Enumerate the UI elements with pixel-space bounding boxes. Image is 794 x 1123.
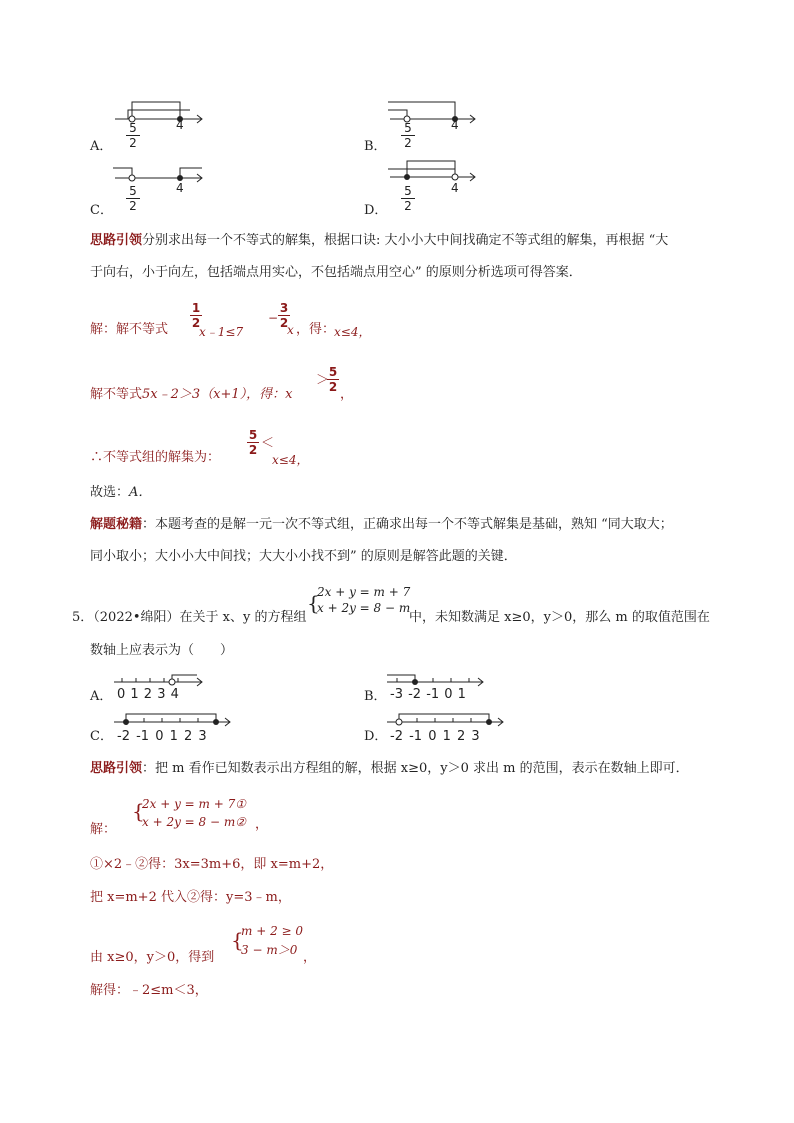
q5-option-a-ticks: 0 1 2 3 4 [117,687,179,702]
q4-hint-line1: 思路引领分别求出每一个不等式的解集，根据口诀: 大小小大中间找确定不等式组的解集，再根据 “大 [90,233,669,248]
q5-suffix: 中，未知数满足 x≥0，y＞0，那么 m 的取值范围在 [409,610,710,625]
q5-sol-jie: 解： [90,822,117,837]
option-c-frac: 5 2 [126,185,140,212]
q4-answer-line: 故选：A． [90,485,152,500]
q4-sol-frac-5-2-a: 5 2 [328,365,338,394]
q5-sol-step1: ①×2﹣②得：3x=3m+6，即 x=m+2， [90,857,334,872]
option-a-frac: 5 2 [126,122,140,149]
q5-sol-eq1: 2x + y = m + 7① [142,797,247,811]
q5-sol-comma2: ， [303,950,317,965]
q5-option-d-ticks: -2 -1 0 1 2 3 [390,729,480,744]
q4-sol-expr1: x﹣1≤7 [199,325,244,339]
q5-option-c-ticks: -2 -1 0 1 2 3 [117,729,207,744]
option-b-tick-4: 4 [451,118,459,132]
q5-sol-comma: ， [255,817,269,832]
q4-secret-line1: 解题秘籍：本题考查的是解一元一次不等式组，正确求出每一个不等式解集是基础，熟知 “同大取大； [90,517,673,532]
q5-sol-step2: 把 x=m+2 代入②得：y=3﹣m， [90,890,291,905]
option-a-tick-4: 4 [176,118,184,132]
q5-option-c-line [112,711,232,731]
q5-prefix: 5．（2022•绵阳）在关于 x、y 的方程组 [72,610,307,625]
option-b-frac: 5 2 [401,122,415,149]
option-d-frac: 5 2 [401,185,415,212]
q5-hint-tag: 思路引领 [90,761,143,776]
option-d-number-line [385,155,485,215]
q5-line2: 数轴上应表示为（ ） [90,643,234,658]
secret-tag: 解题秘籍 [90,517,143,532]
q5-option-b-label: B． [364,689,387,704]
q5-option-b-ticks: -3 -2 -1 0 1 [390,687,466,702]
option-b-label: B． [364,139,387,154]
option-c-tick-4: 4 [176,181,184,195]
q4-sol-frac-5-2-b: 5 2 [248,428,258,457]
q5-sol-eq2: x + 2y = 8 − m② [142,815,247,829]
q4-sol-neg: − [268,311,279,325]
q5-option-d-label: D． [364,729,388,744]
q5-option-c-label: C． [90,729,113,744]
q4-sol-gt: ＞ [316,373,330,388]
option-a-label: A． [90,139,113,154]
q5-eq1: 2x + y = m + 7 [317,585,411,599]
q5-sol-line4: 由 x≥0，y＞0，得到 [90,950,215,965]
q4-sol-lt: ＜ [261,436,275,451]
q5-sol-cond1: m + 2 ≥ 0 [241,924,304,938]
q5-option-a-label: A． [90,689,113,704]
q4-hint-line2: 于向右，小于向左，包括端点用实心，不包括端点用空心” 的原则分析选项可得答案． [90,265,582,280]
q4-sol-line1-label: 解：解不等式 [90,322,169,337]
q5-sol-result: 解得：﹣2≤m＜3， [90,983,208,998]
option-a-number-line [110,97,210,157]
option-d-tick-4: 4 [451,181,459,195]
q4-secret-line2: 同小取小；大小小大中间找；大大小小找不到” 的原则是解答此题的关键． [90,549,517,564]
q5-sol-brace2: { [231,928,244,952]
option-c-number-line [110,160,210,220]
q5-option-d-line [385,711,505,731]
q4-sol-frac-1-2: 1 2 [191,301,201,330]
hint-tag: 思路引领 [90,233,143,248]
q4-sol-frac-3-2: 3 2 [279,301,289,330]
q5-hint: 思路引领：把 m 看作已知数表示出方程组的解，根据 x≥0，y＞0 求出 m 的范围，表示在数轴上即可． [90,761,689,776]
q4-sol-line3-label: ∴不等式组的解集为： [90,450,221,465]
q4-sol-result3: x≤4， [272,453,309,467]
q4-sol-x: x [287,323,294,337]
q5-sol-cond2: 3 − m＞0 [241,943,298,957]
option-c-label: C． [90,203,113,218]
q5-brace: { [307,591,320,615]
q4-sol-result1: x≤4， [334,325,371,339]
option-b-number-line [385,97,485,157]
q4-sol-line2-label: 解不等式5x﹣2＞3（x+1），得：x [90,387,293,402]
q4-sol-comma: ， [340,387,354,402]
q4-sol-de: ，得： [296,322,336,337]
q5-sol-brace: { [132,799,145,823]
option-d-label: D． [364,203,388,218]
q5-eq2: x + 2y = 8 − m [317,601,411,615]
